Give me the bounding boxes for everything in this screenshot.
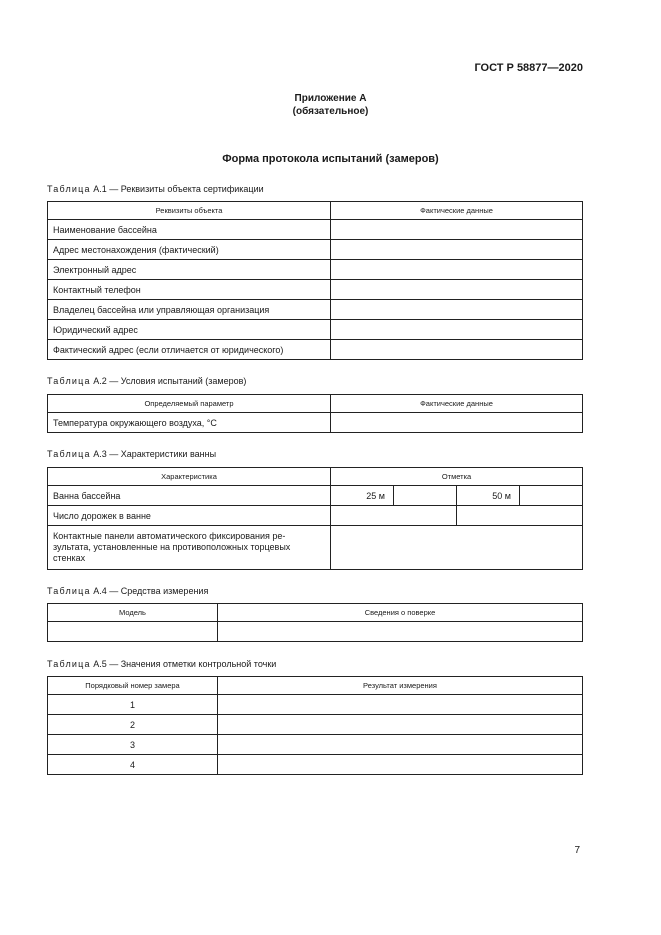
table-row: [48, 340, 583, 360]
document-code: ГОСТ Р 58877—2020: [474, 62, 583, 74]
column-header: Реквизиты объекта: [48, 202, 331, 220]
table-row: [48, 300, 583, 320]
caption-text: А.1 — Реквизиты объекта сертификации: [90, 184, 264, 194]
row-label: Электронный адрес: [48, 260, 331, 280]
caption-text: А.3 — Характеристики ванны: [90, 449, 217, 459]
table-row: [48, 280, 583, 300]
appendix-subtitle: (обязательное): [292, 106, 369, 117]
caption-prefix: Таблица: [47, 659, 91, 669]
input-cell[interactable]: [394, 486, 457, 506]
column-header: Модель: [48, 604, 218, 622]
table-a2: [47, 394, 583, 433]
caption-text: А.5 — Значения отметки контрольной точки: [90, 659, 277, 669]
table-a3: [47, 467, 583, 570]
column-header: Фактические данные: [331, 202, 583, 220]
table-row: [48, 526, 583, 570]
caption-prefix: Таблица: [47, 586, 91, 596]
measurement-number: 3: [48, 735, 218, 755]
column-header: Сведения о поверке: [218, 604, 583, 622]
table-row: [48, 755, 583, 775]
row-label: Наименование бассейна: [48, 220, 331, 240]
caption-text: А.2 — Условия испытаний (замеров): [90, 376, 247, 386]
row-label: Владелец бассейна или управляющая организация: [48, 300, 331, 320]
measurement-number: 4: [48, 755, 218, 775]
input-cell[interactable]: [331, 320, 583, 340]
row-label: Контактный телефон: [48, 280, 331, 300]
row-label: Фактический адрес (если отличается от юридического): [48, 340, 331, 360]
input-cell[interactable]: [331, 260, 583, 280]
caption-prefix: Таблица: [47, 449, 91, 459]
input-cell[interactable]: [48, 622, 218, 642]
input-cell[interactable]: [331, 300, 583, 320]
table-a5: [47, 676, 583, 775]
row-label: Число дорожек в ванне: [48, 506, 331, 526]
input-cell[interactable]: [331, 280, 583, 300]
table-row: [48, 695, 583, 715]
table-header-row: [48, 202, 583, 220]
table-a4-caption: [47, 586, 208, 596]
pool-length-25: 25 м: [331, 486, 394, 506]
row-label: Адрес местонахождения (фактический): [48, 240, 331, 260]
input-cell[interactable]: [218, 735, 583, 755]
appendix-title: Приложение А: [294, 93, 367, 104]
caption-prefix: Таблица: [47, 184, 91, 194]
table-header-row: [48, 677, 583, 695]
measurement-number: 1: [48, 695, 218, 715]
column-header: Отметка: [331, 468, 583, 486]
row-label: Ванна бассейна: [48, 486, 331, 506]
row-label: Температура окружающего воздуха, °С: [48, 413, 331, 433]
table-header-row: [48, 468, 583, 486]
table-row: [48, 413, 583, 433]
column-header: Результат измерения: [218, 677, 583, 695]
form-title: Форма протокола испытаний (замеров): [222, 153, 439, 165]
measurement-number: 2: [48, 715, 218, 735]
table-row: [48, 220, 583, 240]
pool-length-50: 50 м: [457, 486, 520, 506]
column-header: Определяемый параметр: [48, 395, 331, 413]
appendix-heading: [0, 92, 661, 118]
table-a2-caption: [47, 376, 246, 386]
input-cell[interactable]: [331, 526, 583, 570]
caption-text: А.4 — Средства измерения: [90, 586, 209, 596]
column-header: Фактические данные: [331, 395, 583, 413]
page-number: 7: [574, 845, 580, 856]
table-header-row: [48, 604, 583, 622]
table-row: [48, 735, 583, 755]
input-cell[interactable]: [218, 755, 583, 775]
row-label: Контактные панели автоматического фиксирования ре- зультата, установленные на противоположных торцевых стенках: [48, 526, 331, 570]
table-a3-caption: [47, 449, 216, 459]
table-a1: [47, 201, 583, 360]
column-header: Характеристика: [48, 468, 331, 486]
input-cell[interactable]: [218, 695, 583, 715]
input-cell[interactable]: [331, 240, 583, 260]
table-a5-caption: [47, 659, 276, 669]
input-cell[interactable]: [331, 413, 583, 433]
caption-prefix: Таблица: [47, 376, 91, 386]
table-row: [48, 260, 583, 280]
input-cell[interactable]: [520, 486, 583, 506]
row-label: Юридический адрес: [48, 320, 331, 340]
table-row: [48, 486, 583, 506]
input-cell[interactable]: [331, 220, 583, 240]
table-row: [48, 506, 583, 526]
table-row: [48, 240, 583, 260]
table-a1-caption: [47, 184, 264, 194]
table-a4: [47, 603, 583, 642]
table-row: [48, 320, 583, 340]
input-cell[interactable]: [331, 506, 457, 526]
column-header: Порядковый номер замера: [48, 677, 218, 695]
table-header-row: [48, 395, 583, 413]
input-cell[interactable]: [457, 506, 583, 526]
table-row: [48, 622, 583, 642]
input-cell[interactable]: [331, 340, 583, 360]
input-cell[interactable]: [218, 622, 583, 642]
input-cell[interactable]: [218, 715, 583, 735]
table-row: [48, 715, 583, 735]
